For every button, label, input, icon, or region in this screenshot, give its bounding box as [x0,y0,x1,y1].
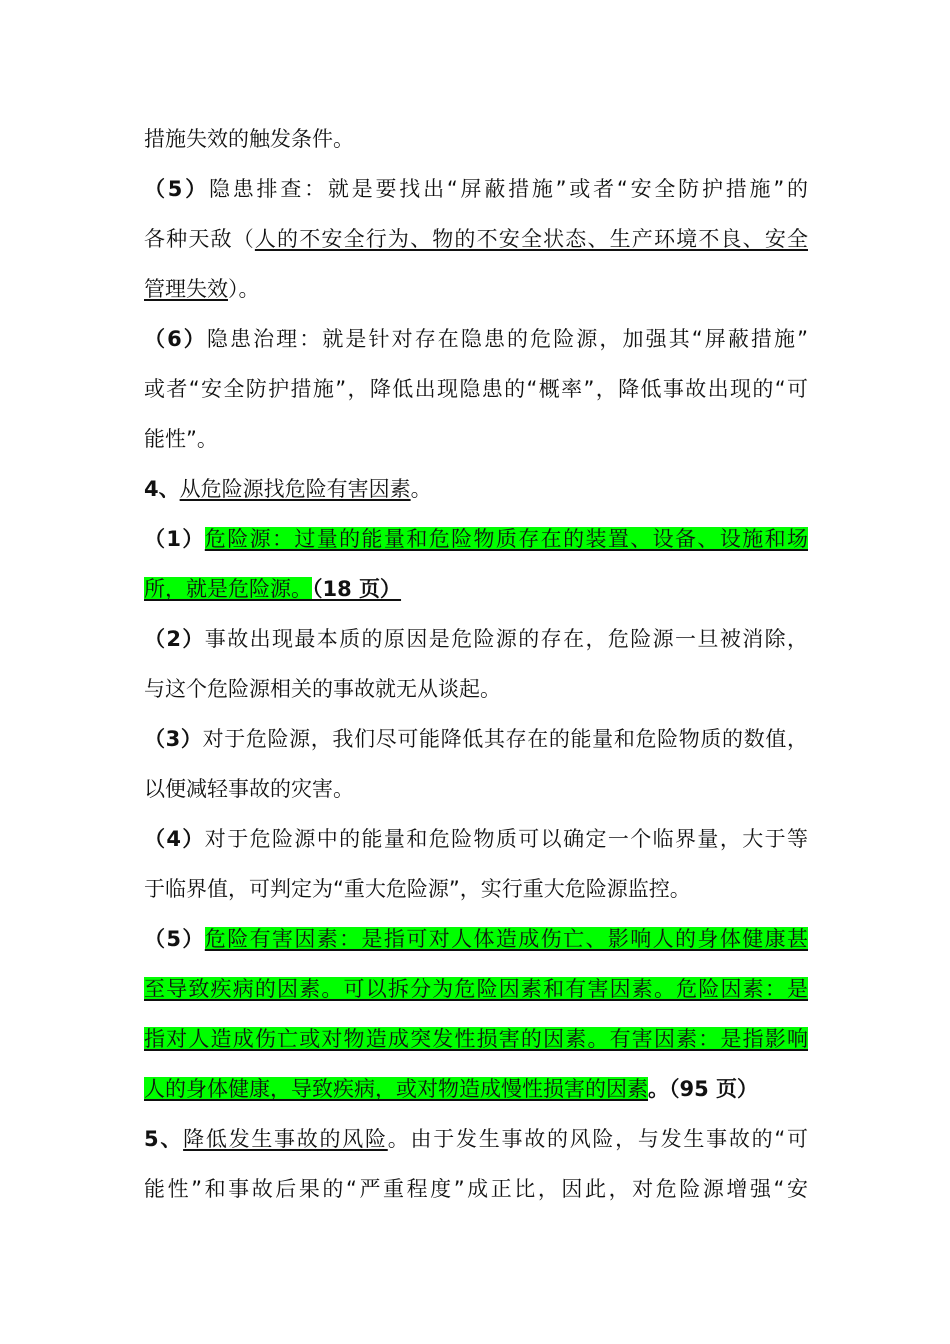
page-reference: （18 页） [312,577,402,601]
text-span: 能性”和事故后果的“严重程度”成正比，因此，对危险源增强“安 [144,1177,808,1201]
text-span: 以便减轻事故的灾害。 [144,777,354,801]
text-span: 与这个危险源相关的事故就无从谈起。 [144,677,501,701]
underlined-text: 人的不安全行为、物的不安全状态、生产环境不良、安全 [254,227,808,251]
paragraph-line [144,724,808,756]
text-span: 或者“安全防护措施”，降低出现隐患的“概率”，降低事故出现的“可 [144,377,808,401]
paragraph-line [144,874,808,906]
text-span: ）。 [228,277,260,301]
section-number: 5、 [144,1127,184,1151]
section-heading [144,1124,808,1156]
paragraph-line [144,524,808,556]
highlighted-text: 至导致疾病的因素。可以拆分为危险因素和有害因素。危险因素：是 [144,977,808,1001]
text-span: 。 [410,477,432,501]
text-span: 。由于发生事故的风险，与发生事故的“可 [387,1127,808,1151]
item-number: （5） [144,177,209,201]
paragraph-line [144,774,808,806]
underlined-text: 管理失效 [144,277,228,301]
paragraph-line [144,1174,808,1206]
highlighted-text: 所，就是危险源。 [144,577,312,601]
text-span: 隐患治理：就是针对存在隐患的危险源，加强其“屏蔽措施” [206,327,808,351]
text-span: 隐患排查：就是要找出“屏蔽措施”或者“安全防护措施”的 [208,177,808,201]
item-number: （1） [144,527,205,551]
text-span: 措施失效的触发条件。 [144,127,354,151]
text-span: 对于危险源，我们尽可能降低其存在的能量和危险物质的数值， [202,727,808,751]
paragraph-line [144,924,808,956]
highlighted-text: 危险源：过量的能量和危险物质存在的装置、设备、设施和场 [204,527,808,551]
paragraph-line [144,574,808,606]
page-reference: 。（95 页） [648,1077,759,1101]
section-heading [144,474,808,506]
paragraph-line [144,824,808,856]
highlighted-text: 人的身体健康，导致疾病，或对物造成慢性损害的因素 [144,1077,648,1101]
text-span: 各种天敌（ [144,227,255,251]
underlined-text: 从危险源找危险有害因素 [179,477,411,501]
highlighted-text: 指对人造成伤亡或对物造成突发性损害的因素。有害因素：是指影响 [144,1027,808,1051]
item-number: （2） [144,627,205,651]
paragraph-line [144,224,808,256]
text-span: 对于危险源中的能量和危险物质可以确定一个临界量，大于等 [204,827,808,851]
item-number: （4） [144,827,205,851]
item-number: （5） [144,927,205,951]
underlined-text: 降低发生事故的风险 [183,1127,388,1151]
highlighted-text: 危险有害因素：是指可对人体造成伤亡、影响人的身体健康甚 [204,927,808,951]
paragraph-line [144,274,808,306]
paragraph-line [144,1024,808,1056]
paragraph-line [144,1074,808,1106]
item-number: （3） [144,727,203,751]
paragraph-line [144,124,808,156]
item-number: （6） [144,327,207,351]
paragraph-line [144,674,808,706]
paragraph-line [144,424,808,456]
paragraph-line [144,624,808,656]
text-span: 能性”。 [144,427,218,451]
text-span: 事故出现最本质的原因是危险源的存在，危险源一旦被消除， [204,627,808,651]
paragraph-line [144,324,808,356]
text-span: 于临界值，可判定为“重大危险源”，实行重大危险源监控。 [144,877,691,901]
section-number: 4、 [144,477,180,501]
paragraph-line [144,174,808,206]
paragraph-line [144,974,808,1006]
paragraph-line [144,374,808,406]
